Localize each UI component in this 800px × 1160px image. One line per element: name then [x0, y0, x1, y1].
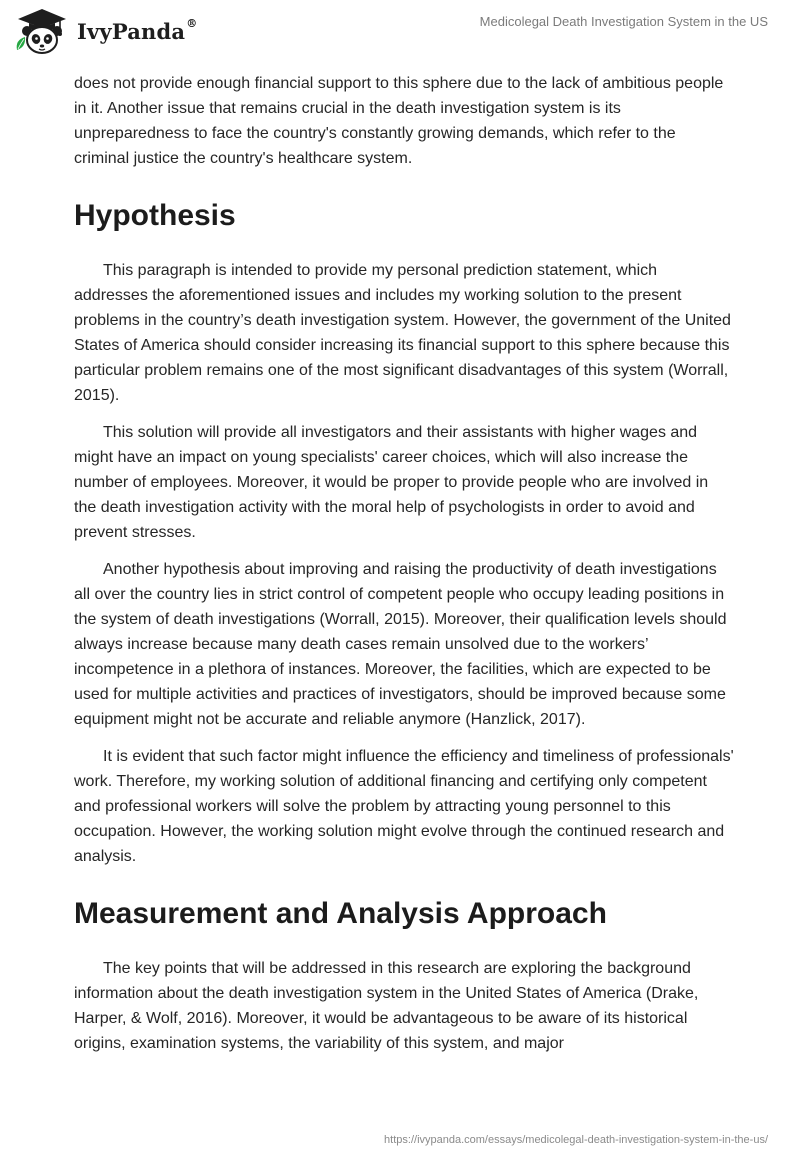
hypothesis-paragraph-4: It is evident that such factor might influence the efficiency and timeliness of professionals' work. Therefore, my working solution of additional financing and certifying only competent and professional workers will solve the problem by attracting young personnel to this occupation. However, the working solution might evolve through the continued research and analysis.: [74, 748, 734, 865]
measurement-paragraph-1: The key points that will be addressed in this research are exploring the background information about the death investigation system in the United States of America (Drake, Harper, & Wolf, 2016). Moreover, it would be advantageous to be aware of its historical origins, examination systems, the variability of this system, and major: [74, 960, 699, 1052]
panda-graduation-cap-icon: [14, 6, 72, 56]
section-heading-hypothesis: Hypothesis: [74, 199, 236, 232]
essay-title: Medicolegal Death Investigation System in the US: [479, 14, 768, 29]
brand-logo[interactable]: [14, 6, 214, 56]
hypothesis-paragraph-2: This solution will provide all investigators and their assistants with higher wages and might have an impact on young specialists' career choices, which will also increase the number of employees. Moreover, it would be proper to provide people who are involved in the death investigation activity with the moral help of psychologists in order to avoid and prevent stresses.: [74, 424, 709, 541]
registered-mark: ®: [186, 17, 198, 30]
intro-paragraph: does not provide enough financial support to this sphere due to the lack of ambitious people in it. Another issue that remains crucial in the death investigation system is its unpreparedness to face the country's constantly growing demands, which refer to the criminal justice the country's healthcare system.: [74, 75, 724, 167]
hypothesis-paragraph-1: This paragraph is intended to provide my personal prediction statement, which addresses the aforementioned issues and includes my working solution to the present problems in the country’s death investigation system. However, the government of the United States of America should consider increasing its financial support to this sphere because this particular problem remains one of the most significant disadvantages of this system (Worrall, 2015).: [74, 262, 731, 404]
essay-content: [74, 71, 734, 1068]
hypothesis-paragraph-3: Another hypothesis about improving and raising the productivity of death investigations all over the country lies in strict control of competent people who occupy leading positions in the system of death investigations (Worrall, 2015). Moreover, their qualification levels should always increase because many death cases remain unsolved due to the workers’ incompetence in a plethora of instances. Moreover, the facilities, which are expected to be used for multiple activities and practices of investigators, should be improved because some equipment might not be accurate and reliable anymore (Hanzlick, 2017).: [74, 561, 727, 728]
page-header: [0, 0, 800, 68]
section-heading-measurement: Measurement and Analysis Approach: [74, 897, 607, 930]
brand-name: IvyPanda®: [77, 17, 198, 44]
source-url[interactable]: https://ivypanda.com/essays/medicolegal-death-investigation-system-in-the-us/: [384, 1134, 768, 1146]
